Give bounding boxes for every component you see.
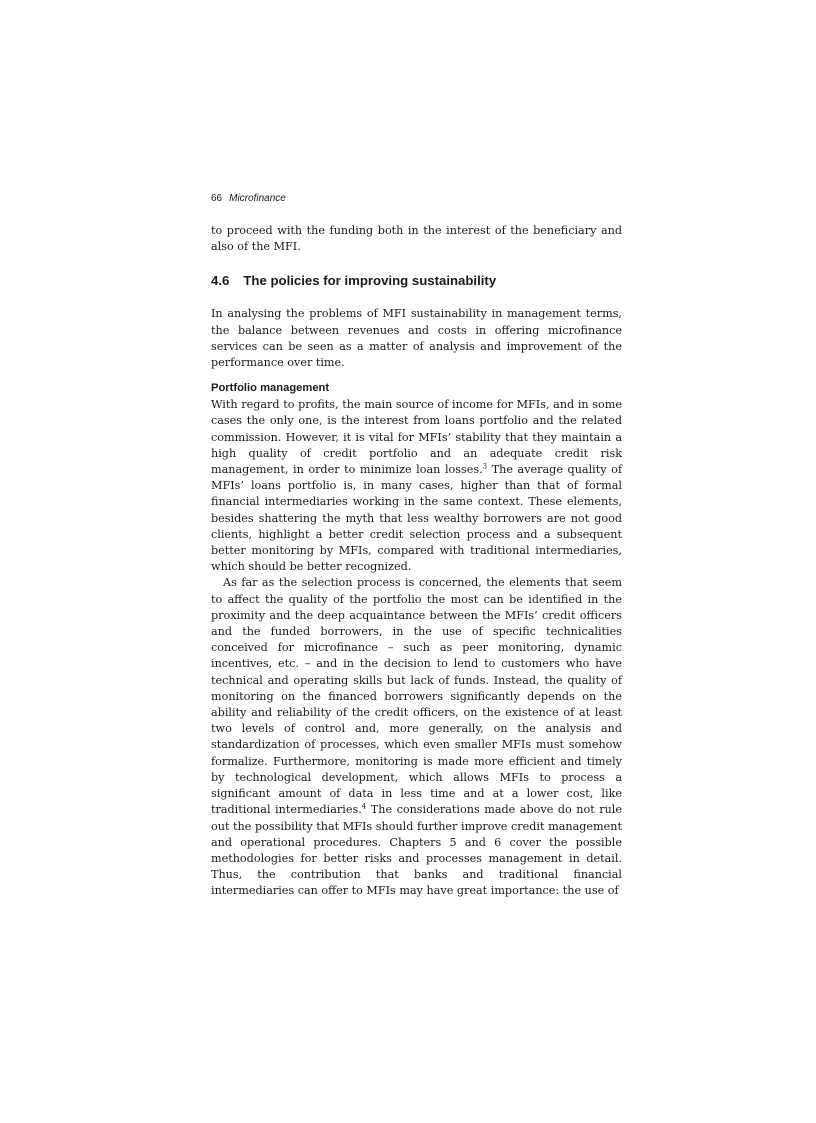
page-number: 66 <box>211 193 223 204</box>
section-heading <box>211 272 622 290</box>
footnote-ref-4: 4 <box>361 802 367 811</box>
section-paragraph: In analysing the problems of MFI sustainability in management terms, the balance between revenues and costs in offering microfinance services can be seen as a matter of analysis and improvement of the performance over time. <box>211 307 622 370</box>
subsection-heading: Portfolio management <box>211 382 330 395</box>
paragraph-2-text-a: As far as the selection process is concerned, the elements that seem to affect the quality of the portfolio the most can be identified in the proximity and the deep acquaintance between the MFIs’ credit officers and the funded borrowers, in the use of specific technicalities conceived for microfinance – such as peer monitoring, dynamic incentives, etc. – and in the decision to lend to customers who have technical and operating skills but lack of funds. Instead, the quality of monitoring on the financed borrowers significantly depends on the ability and reliability of the credit officers, on the existence of at least two levels of control and, more generally, on the analysis and standardization of processes, which even smaller MFIs must somehow formalize. Furthermore, monitoring is made more efficient and timely by technological development, which allows MFIs to process a significant amount of data in less time and at a lower cost, like traditional intermediaries. <box>211 576 622 817</box>
running-head <box>211 192 622 206</box>
intro-paragraph: to proceed with the funding both in the interest of the beneficiary and also of the MFI. <box>211 224 622 254</box>
section-title: The policies for improving sustainability <box>243 273 497 289</box>
footnote-ref-3: 3 <box>482 462 488 471</box>
paragraph-1-text-b: The average quality of MFIs’ loans portfolio is, in many cases, higher than that of formal financial intermediaries working in the same context. These elements, besides shattering the myth that less wealthy borrowers are not good clients, highlight a better credit selection process and a subsequent better monitoring by MFIs, compared with traditional intermediaries, which should be better recognized. <box>211 463 622 574</box>
paragraph-1-text-a: With regard to profits, the main source of income for MFIs, and in some cases the only one, is the interest from loans portfolio and the related commission. However, it is vital for MFIs’ stability that they maintain a high quality of credit portfolio and an adequate credit risk management, in order to minimize loan losses. <box>211 398 622 477</box>
running-title: Microfinance <box>229 193 286 204</box>
section-number: 4.6 <box>211 273 230 289</box>
body-paragraph-1 <box>211 397 622 575</box>
book-page <box>211 192 622 900</box>
body-paragraph-2 <box>211 575 622 899</box>
paragraph-2-text-b: The considerations made above do not rule out the possibility that MFIs should further improve credit management and operational procedures. Chapters 5 and 6 cover the possible methodologies for better risks and processes management in detail. Thus, the contribution that banks and traditional financial intermediaries can offer to MFIs may have great importance: the use of <box>211 803 622 898</box>
